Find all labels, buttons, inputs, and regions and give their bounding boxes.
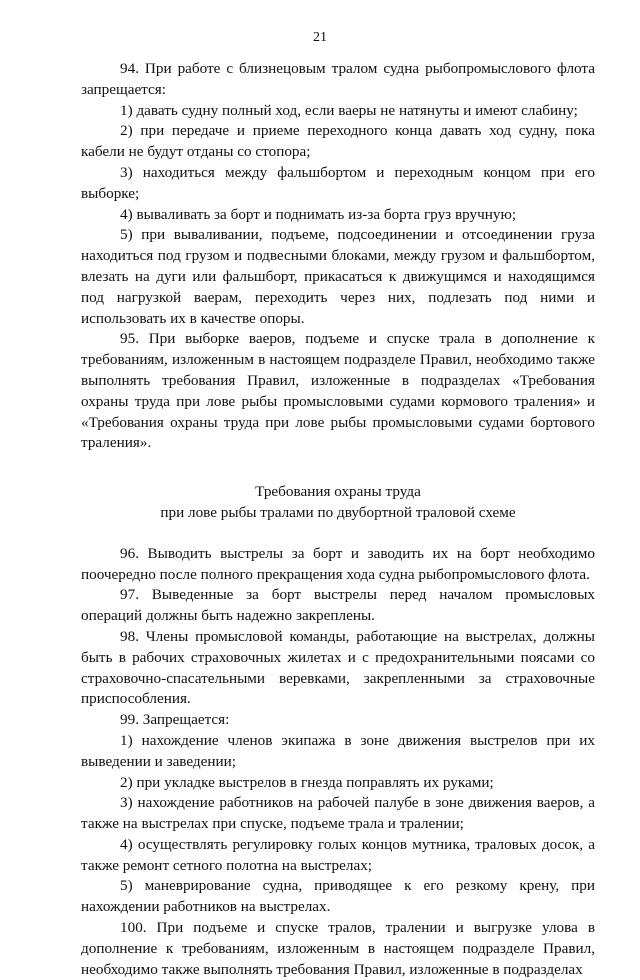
paragraph-97: 97. Выведенные за борт выстрелы перед началом промысловых операций должны быть надежно закреплены.: [81, 586, 595, 625]
section-heading-line-2: при лове рыбы тралами по двубортной траловой схеме: [160, 503, 516, 521]
paragraph-96: 96. Выводить выстрелы за борт и заводить их на борт необходимо поочередно после полного прекращения хода судна рыбопромыслового флота.: [81, 544, 595, 583]
document-body: [81, 59, 595, 980]
paragraph-94: 94. При работе с близнецовым тралом судна рыбопромыслового флота запрещается:: [81, 60, 595, 98]
list-item-94-2: 2) при передаче и приеме переходного конца давать ход судну, пока кабели не будут отданы со стопора;: [81, 122, 595, 161]
list-item-94-5: 5) при вываливании, подъеме, подсоединении и отсоединении груза находиться под грузом и подвесными блоками, между грузом и фальшбортом, влезать на дуги или фальшборт, прикасаться к движущимся и находящимся под нагрузкой ваерам, переходить через них, подлезать под ними и использовать их в качестве опоры.: [81, 226, 595, 327]
paragraph-95: 95. При выборке ваеров, подъеме и спуске трала в дополнение к требованиям, изложенным в настоящем подразделе Правил, необходимо также выполнять требования Правил, изложенные в подразделах «Требования охраны труда при лове рыбы промысловыми судами кормового траления» и «Требования охраны труда при лове рыбы промысловыми судами бортового траления».: [81, 330, 595, 452]
paragraph-99: 99. Запрещается:: [120, 711, 230, 729]
list-item-94-4: 4) вываливать за борт и поднимать из-за борта груз вручную;: [120, 205, 517, 223]
list-item-99-1: 1) нахождение членов экипажа в зоне движения выстрелов при их выведении и заведении;: [81, 731, 595, 770]
section-heading: [81, 482, 595, 524]
list-item-94-1: 1) давать судну полный ход, если ваеры не натянуты и имеют слабину;: [120, 101, 578, 119]
section-heading-line-1: Требования охраны труда: [255, 483, 421, 501]
list-item-94-3: 3) находиться между фальшбортом и переходным концом при его выборке;: [81, 163, 595, 202]
list-item-99-5: 5) маневрирование судна, приводящее к его резкому крену, при нахождении работников на выстрелах.: [81, 877, 595, 916]
paragraph-100: 100. При подъеме и спуске тралов, тралении и выгрузке улова в дополнение к требованиям, изложенным в настоящем подразделе Правил, необходимо также выполнять требования Правил, изложенные в подразделах: [81, 919, 595, 978]
list-item-99-3: 3) нахождение работников на рабочей палубе в зоне движения ваеров, а также на выстрелах при спуске, подъеме трала и тралении;: [81, 794, 595, 833]
paragraph-98: 98. Члены промысловой команды, работающие на выстрелах, должны быть в рабочих страховочных жилетах и с предохранительными поясами со страховочно-спасательными веревками, закрепленными за страховочные приспособления.: [81, 627, 595, 708]
list-item-99-4: 4) осуществлять регулировку голых концов мутника, траловых досок, а также ремонт сетного полотна на выстрелах;: [81, 835, 595, 874]
list-item-99-2: 2) при укладке выстрелов в гнезда поправлять их руками;: [120, 773, 494, 791]
page-number: 21: [313, 30, 327, 45]
